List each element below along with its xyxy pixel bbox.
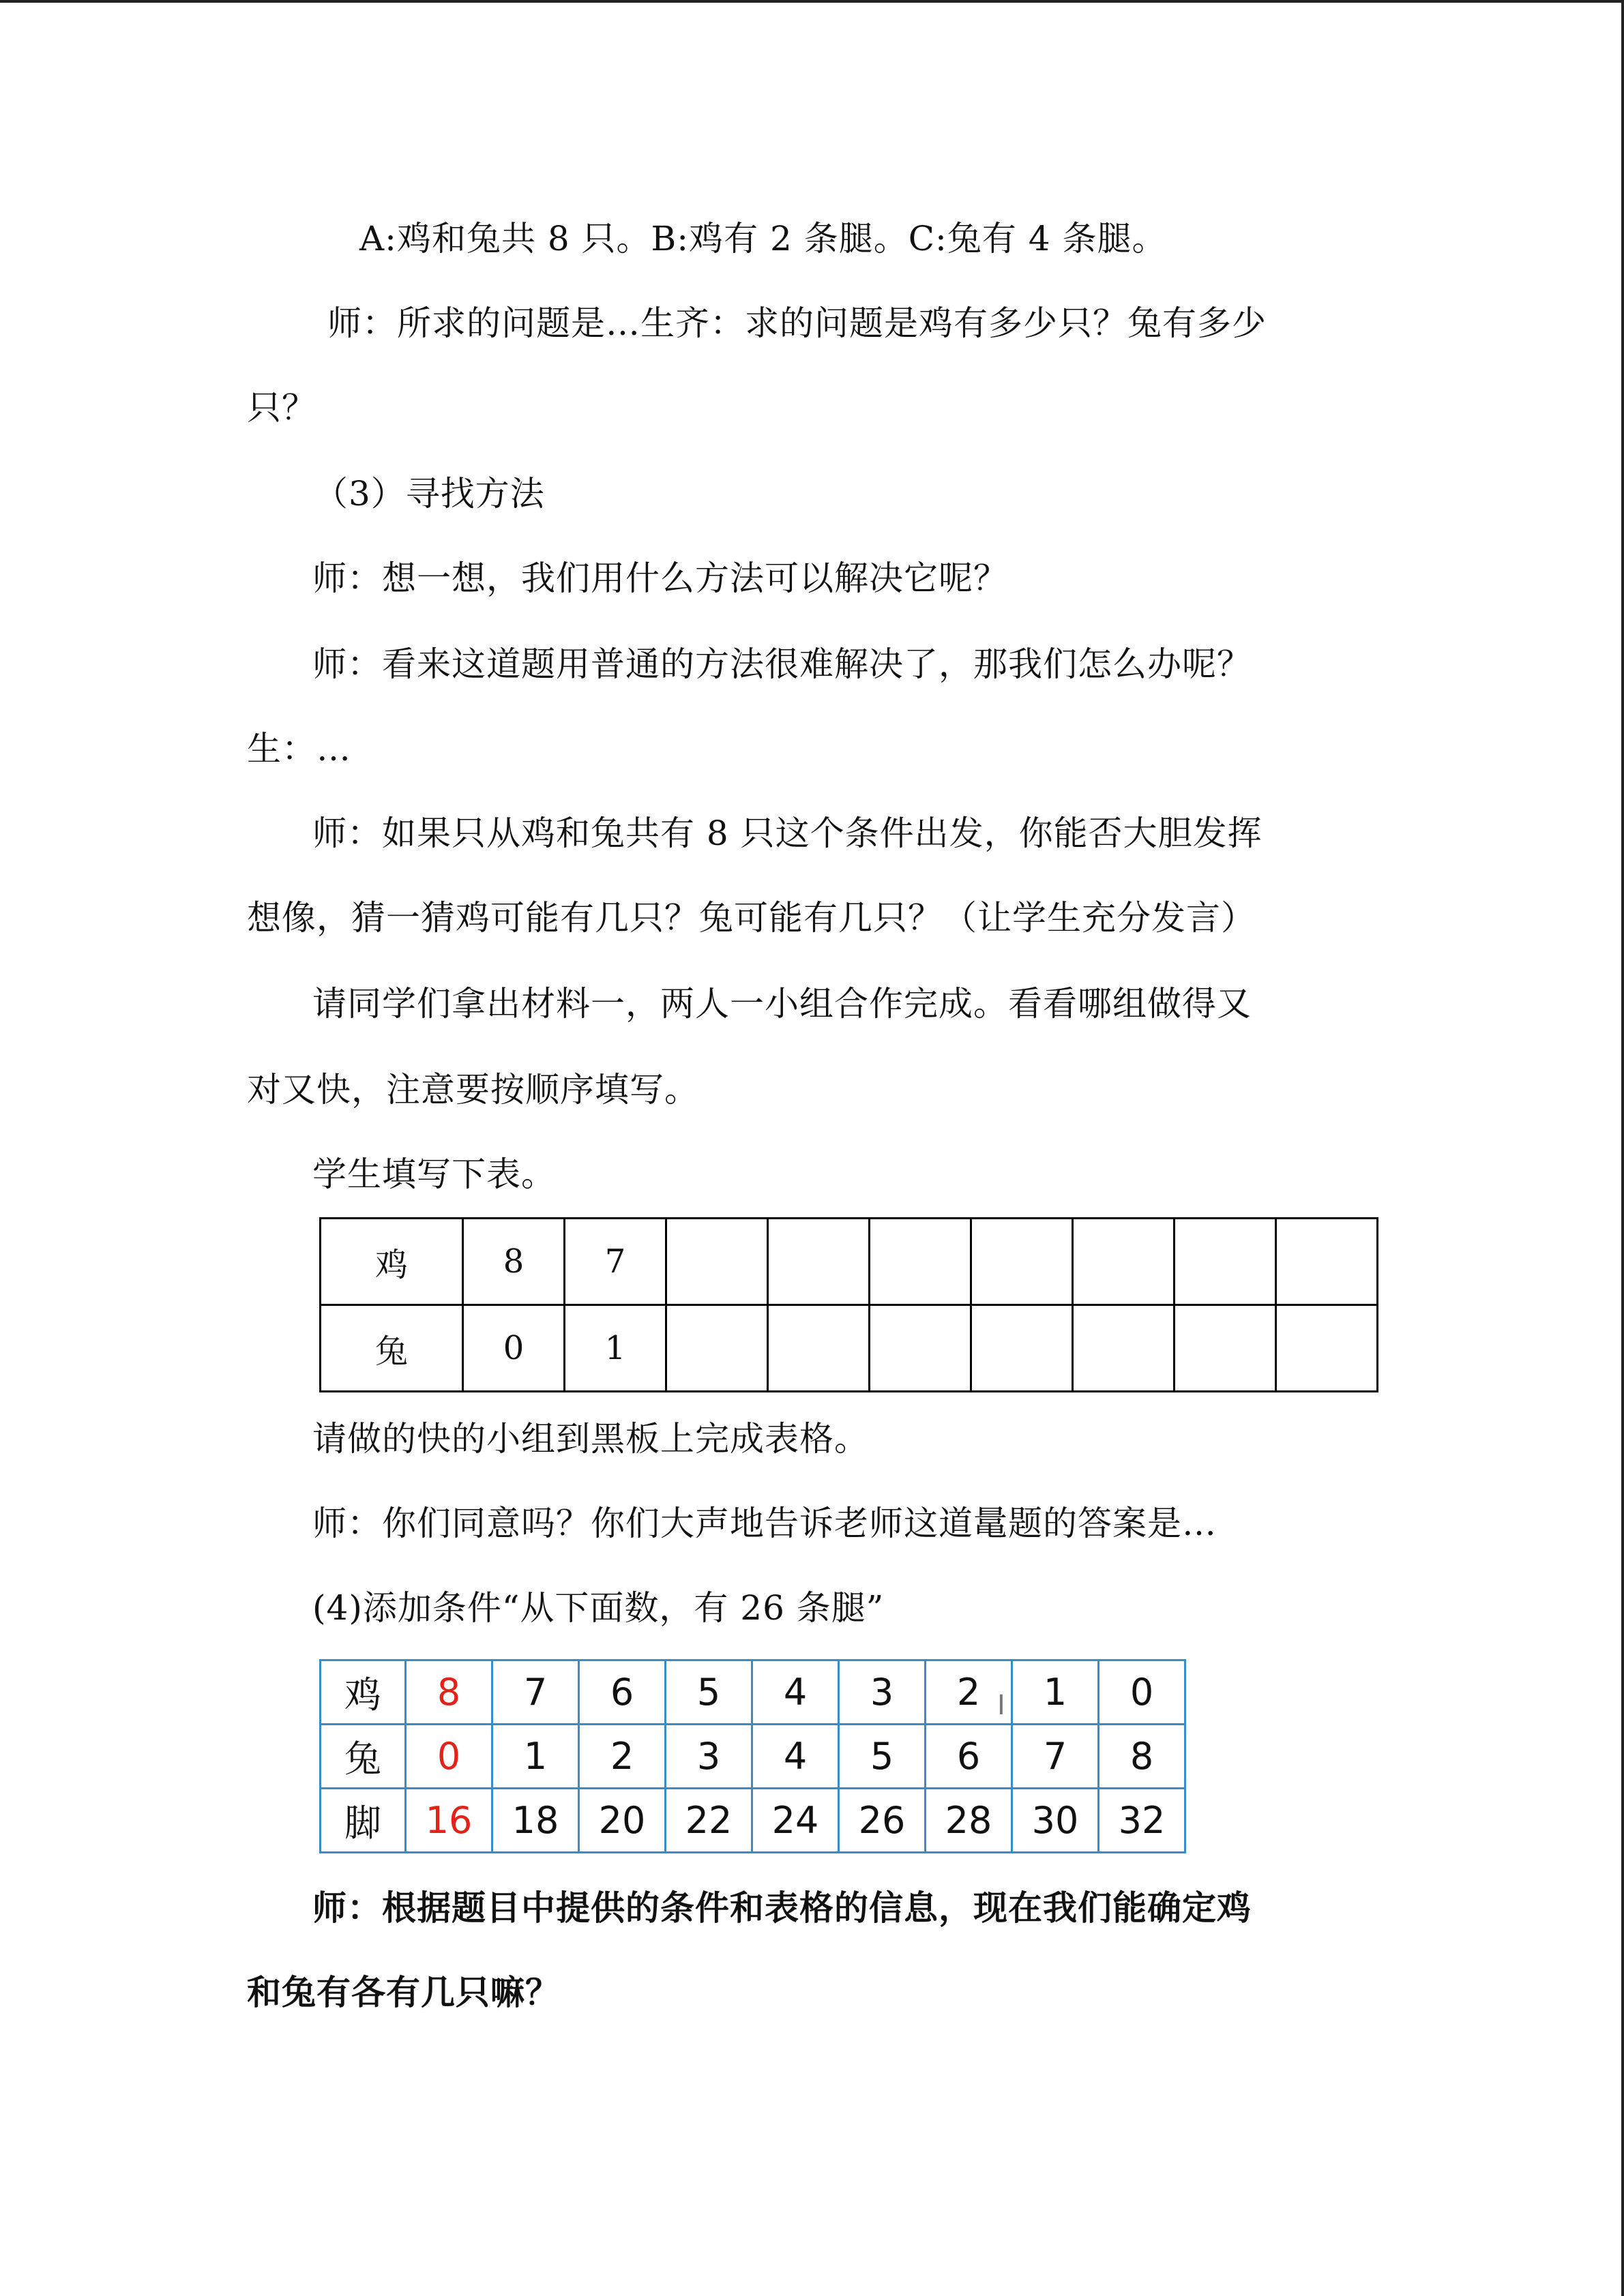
table-cell: 1 (1012, 1660, 1099, 1725)
table-cell (768, 1219, 870, 1305)
student-fill-table (319, 1217, 1378, 1392)
table-cell: 20 (579, 1789, 666, 1853)
legs-table (319, 1659, 1186, 1853)
table-cell: 7 (492, 1660, 579, 1725)
table-cell (971, 1305, 1073, 1392)
page-top-border (0, 0, 1624, 3)
table-cell: 30 (1012, 1789, 1099, 1853)
row-header: 兔 (321, 1725, 406, 1789)
table-row (321, 1725, 1185, 1789)
table-cell: 8 (1099, 1725, 1185, 1789)
text-line-question: 师：所求的问题是…生齐：求的问题是鸡有多少只？兔有多少 (327, 303, 1267, 343)
text-line-agree: 师：你们同意吗？你们大声地告诉老师这道鼌题的答案是… (312, 1504, 1217, 1543)
table-cell: 32 (1099, 1789, 1185, 1853)
table-cell (870, 1305, 971, 1392)
text-line-blackboard: 请做的快的小组到黑板上完成表格。 (312, 1419, 869, 1459)
table-cell: 5 (839, 1725, 926, 1789)
table-cell (1175, 1219, 1276, 1305)
table-cell: 2 (926, 1660, 1012, 1725)
text-line-hard: 师：看来这道题用普通的方法很难解决了，那我们怎么办呢？ (312, 644, 1252, 684)
table-cell: 8 (463, 1219, 565, 1305)
text-line-material-cont: 对又快，注意要按顺序填写。 (247, 1070, 699, 1109)
table-row (321, 1305, 1378, 1392)
table-cell (768, 1305, 870, 1392)
table-cell: 7 (1012, 1725, 1099, 1789)
section-heading-add-condition: (4)添加条件“从下面数，有 26 条腿” (312, 1588, 885, 1628)
text-line-guess-cont: 想像，猜一猜鸡可能有几只？兔可能有几只？（让学生充分发言） (247, 898, 1256, 938)
text-line-determine: 师：根据题目中提供的条件和表格的信息，现在我们能确定鸡 (312, 1888, 1252, 1928)
table-cell: 6 (579, 1660, 666, 1725)
table-cell: 2 (579, 1725, 666, 1789)
table-cell: 1 (492, 1725, 579, 1789)
text-line-guess: 师：如果只从鸡和兔共有 8 只这个条件出发，你能否大胆发挥 (312, 814, 1263, 853)
row-header: 兔 (321, 1305, 463, 1392)
text-line-determine-cont: 和兔有各有几只嘛？ (247, 1972, 560, 2012)
table-cell: 24 (752, 1789, 839, 1853)
section-heading-find-method: （3）寻找方法 (314, 474, 545, 513)
table-cell (1073, 1305, 1175, 1392)
table-cell: 28 (926, 1789, 1012, 1853)
table-cell-highlight: 16 (406, 1789, 492, 1853)
table-cell: 18 (492, 1789, 579, 1853)
table-cell: 4 (752, 1660, 839, 1725)
text-cursor-icon: I (997, 1690, 1005, 1721)
table-cell (666, 1305, 768, 1392)
table-cell-highlight: 0 (406, 1725, 492, 1789)
row-header: 鸡 (321, 1660, 406, 1725)
table-cell: 7 (565, 1219, 666, 1305)
table-cell: 22 (666, 1789, 752, 1853)
table-cell: 6 (926, 1725, 1012, 1789)
table-cell: 26 (839, 1789, 926, 1853)
text-line-conditions: A:鸡和兔共 8 只。B:鸡有 2 条腿。C:兔有 4 条腿。 (359, 219, 1167, 258)
table-cell: 3 (666, 1725, 752, 1789)
page-right-border (1621, 0, 1624, 2296)
text-line-student: 生：… (247, 729, 351, 769)
table-cell: 3 (839, 1660, 926, 1725)
table-cell: 5 (666, 1660, 752, 1725)
table-cell: 4 (752, 1725, 839, 1789)
table-cell: 1 (565, 1305, 666, 1392)
text-line-material: 请同学们拿出材料一，两人一小组合作完成。看看哪组做得又 (312, 984, 1252, 1024)
text-line-think: 师：想一想，我们用什么方法可以解决它呢？ (312, 558, 1008, 598)
table-row (321, 1219, 1378, 1305)
table-cell (666, 1219, 768, 1305)
table-cell: 0 (463, 1305, 565, 1392)
table-cell (870, 1219, 971, 1305)
table-cell-highlight: 8 (406, 1660, 492, 1725)
table-cell (1276, 1305, 1378, 1392)
table-cell (1175, 1305, 1276, 1392)
table-cell (971, 1219, 1073, 1305)
text-line-fill-table: 学生填写下表。 (312, 1154, 556, 1194)
text-line-question-cont: 只？ (247, 388, 316, 428)
table-row (321, 1789, 1185, 1853)
table-row (321, 1660, 1185, 1725)
table-cell (1276, 1219, 1378, 1305)
table-cell (1073, 1219, 1175, 1305)
row-header: 鸡 (321, 1219, 463, 1305)
table-cell: 0 (1099, 1660, 1185, 1725)
row-header: 脚 (321, 1789, 406, 1853)
